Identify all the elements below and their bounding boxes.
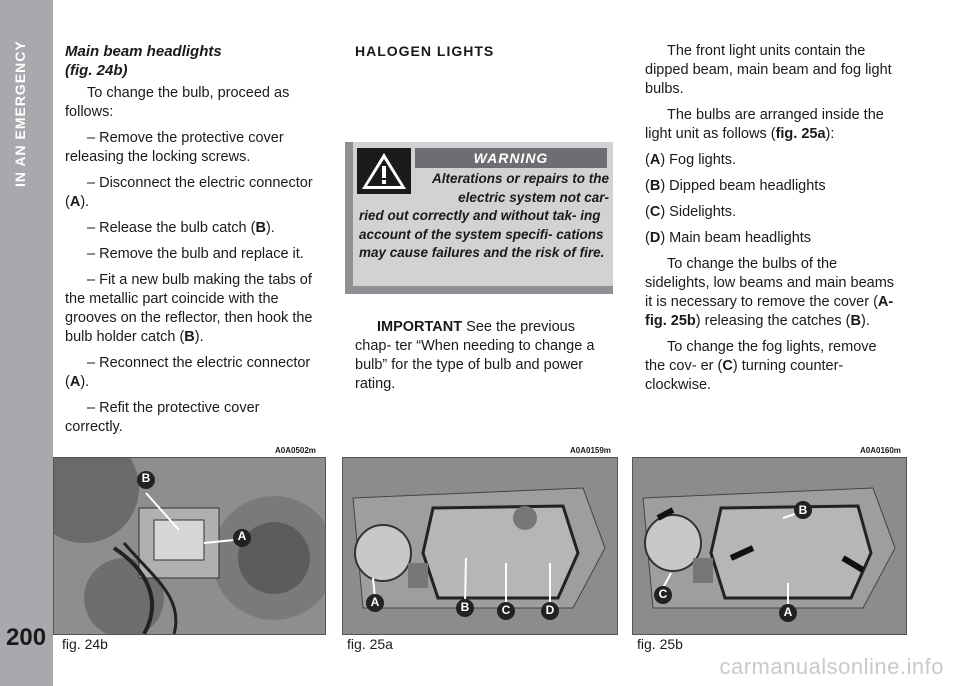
column-front-lights [645,42,900,402]
watermark-text: carmanualsonline.info [719,654,944,679]
warning-box [345,142,613,294]
chapter-title: IN AN EMERGENCY [12,40,28,187]
chapter-sidebar [0,0,53,686]
important-note: IMPORTANT See the previous chap- ter “When needing to change a bulb” for the type of bulb and power rating. [355,319,595,392]
callout-c: C [501,603,511,617]
paragraph-fog-lights: To change the fog lights, remove the cov- er (C) turning counter-clockwise. [645,339,877,393]
paragraph-change-bulbs: To change the bulbs of the sidelights, low beams and main beams it is necessary to remove the cover (A-fig. 25b) releasing the catches (B). [645,256,895,329]
figure-code: A0A0502m [275,446,316,455]
callout-a: A [783,605,793,619]
callout-b: B [460,600,470,614]
paragraph-arrangement: The bulbs are arranged inside the light unit as follows (fig. 25a): [645,107,884,142]
figure-caption: fig. 25a [347,636,393,652]
list-item-a: (A) Fog lights. [645,152,737,168]
important-label: IMPORTANT [377,319,463,335]
step-3: – Release the bulb catch (B). [87,220,275,236]
warning-label: WARNING [415,148,607,168]
callout-c: C [658,587,668,601]
page-number: 200 [6,624,47,651]
figure-caption: fig. 25b [637,636,683,652]
figure-25a-illustration [343,458,617,634]
list-item-b: (B) Dipped beam headlights [645,178,826,194]
step-1: – Remove the protective cover releasing the locking screws. [65,130,284,165]
figure-25a-photo [342,457,618,635]
section-heading-halogen: HALOGEN LIGHTS [355,43,495,59]
figure-24b-photo [53,457,326,635]
step-2: – Disconnect the electric connector (A). [65,175,313,210]
list-item-c: (C) Sidelights. [645,204,737,220]
callout-d: D [545,603,555,617]
column-halogen-lights [355,42,610,68]
figure-caption: fig. 24b [62,636,108,652]
column-main-beam [65,42,315,444]
figure-code: A0A0160m [860,446,901,455]
figure-24b-illustration [54,458,325,634]
callout-b: B [141,471,151,485]
paragraph-light-units: The front light units contain the dipped beam, main beam and fog light bulbs. [645,43,892,97]
figure-25b-photo [632,457,907,635]
section-heading-main-beam: Main beam headlights (fig. 24b) [65,43,222,79]
step-4: – Remove the bulb and replace it. [87,246,304,262]
list-item-d: (D) Main beam headlights [645,230,812,246]
figure-code: A0A0159m [570,446,611,455]
step-6: – Reconnect the electric connector (A). [65,355,311,390]
warning-text: Alterations or repairs to the electric system not car- ried out correctly and without tak- ing account of the system specifi- cations may cause failures and the risk of fire. [359,171,609,260]
step-7: – Refit the protective cover correctly. [65,400,260,435]
step-5: – Fit a new bulb making the tabs of the metallic part coincide with the grooves on the reflector, then hook the bulb holder catch (B). [65,272,313,345]
callout-a: A [370,595,380,609]
callout-b: B [798,503,808,517]
intro-paragraph: To change the bulb, proceed as follows: [65,85,290,120]
figure-25b-illustration [633,458,906,634]
callout-a: A [237,529,247,543]
